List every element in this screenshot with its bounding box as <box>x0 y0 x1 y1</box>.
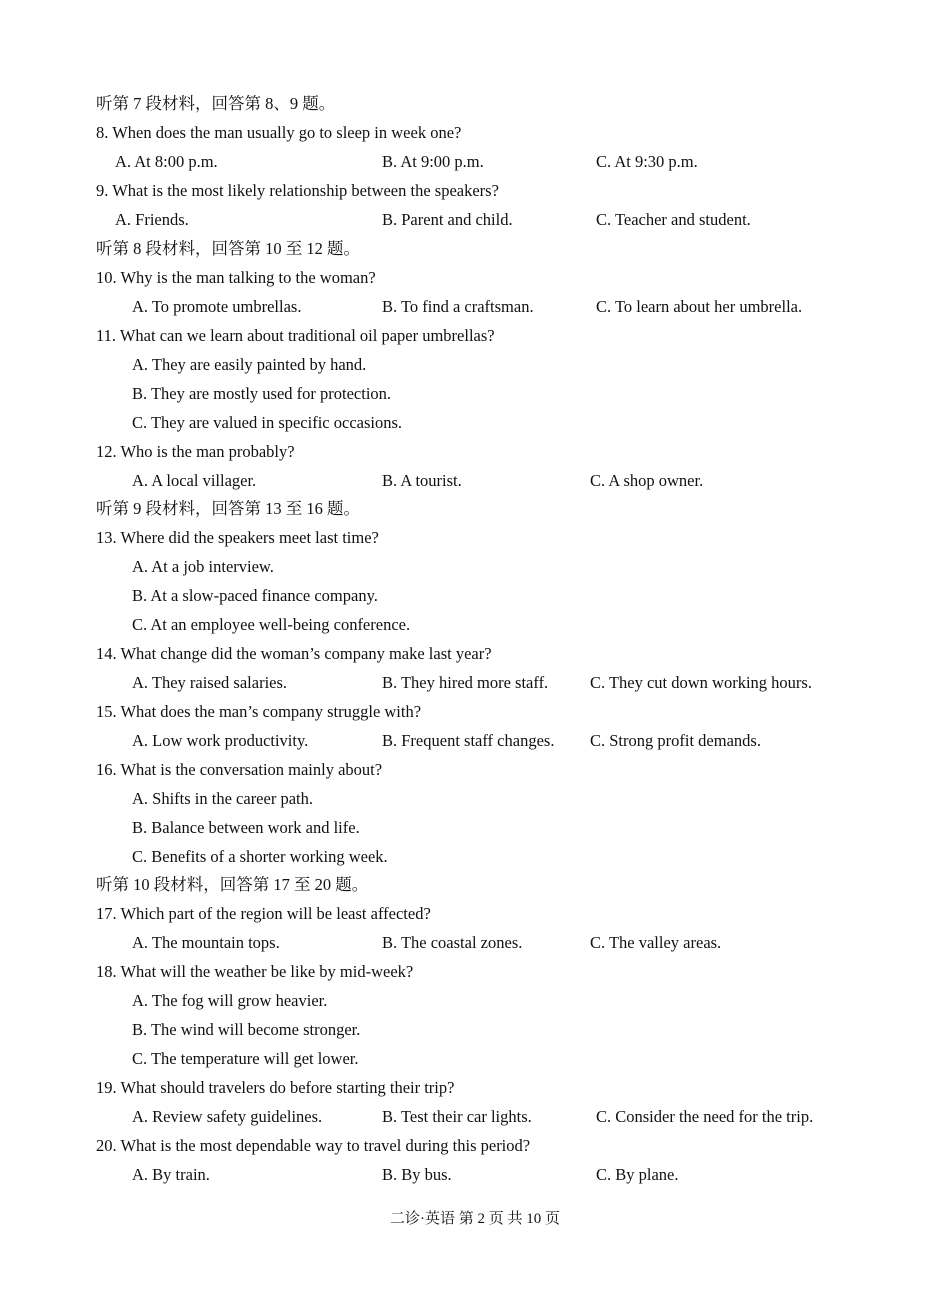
section-header-7: 听第 7 段材料，回答第 8、9 题。 <box>96 94 336 113</box>
option-c: C. At an employee well-being conference. <box>132 615 411 634</box>
option-b: B. At 9:00 p.m. <box>382 152 484 171</box>
question-17-stem: 17. Which part of the region will be least affected? <box>96 904 431 923</box>
option-c: C. Teacher and student. <box>596 210 751 229</box>
option-c: C. The temperature will get lower. <box>132 1049 359 1068</box>
section-header-8: 听第 8 段材料，回答第 10 至 12 题。 <box>96 239 360 258</box>
option-b: B. At a slow-paced finance company. <box>132 586 378 605</box>
option-c: C. Consider the need for the trip. <box>596 1107 814 1126</box>
option-c: C. A shop owner. <box>590 471 704 490</box>
question-11-stem: 11. What can we learn about traditional oil paper umbrellas? <box>96 326 495 345</box>
option-b: B. They hired more staff. <box>382 673 549 692</box>
option-a: A. Shifts in the career path. <box>132 789 313 808</box>
option-c: C. Strong profit demands. <box>590 731 761 750</box>
question-18-stem: 18. What will the weather be like by mid-week? <box>96 962 414 981</box>
option-a: A. They are easily painted by hand. <box>132 355 367 374</box>
option-c: C. They are valued in specific occasions. <box>132 413 403 432</box>
page-footer: 二诊·英语 第 2 页 共 10 页 <box>390 1211 560 1227</box>
option-a: A. At a job interview. <box>132 557 274 576</box>
option-a: A. The fog will grow heavier. <box>132 991 328 1010</box>
question-10-stem: 10. Why is the man talking to the woman? <box>96 268 376 287</box>
option-b: B. They are mostly used for protection. <box>132 384 392 403</box>
option-c: C. Benefits of a shorter working week. <box>132 847 388 866</box>
option-b: B. Balance between work and life. <box>132 818 360 837</box>
option-b: B. Frequent staff changes. <box>382 731 555 750</box>
option-c: C. At 9:30 p.m. <box>596 152 698 171</box>
question-12-stem: 12. Who is the man probably? <box>96 442 295 461</box>
option-a: A. The mountain tops. <box>132 933 280 952</box>
question-13-stem: 13. Where did the speakers meet last time? <box>96 528 379 547</box>
option-a: A. To promote umbrellas. <box>132 297 302 316</box>
option-b: B. To find a craftsman. <box>382 297 534 316</box>
section-header-9: 听第 9 段材料，回答第 13 至 16 题。 <box>96 499 360 518</box>
question-14-stem: 14. What change did the woman’s company make last year? <box>96 644 492 663</box>
question-19-stem: 19. What should travelers do before starting their trip? <box>96 1078 455 1097</box>
option-b: B. The wind will become stronger. <box>132 1020 361 1039</box>
option-a: A. Friends. <box>115 210 189 229</box>
option-a: A. They raised salaries. <box>132 673 288 692</box>
option-c: C. The valley areas. <box>590 933 722 952</box>
question-16-stem: 16. What is the conversation mainly about? <box>96 760 383 779</box>
option-c: C. They cut down working hours. <box>590 673 812 692</box>
option-b: B. A tourist. <box>382 471 462 490</box>
option-a: A. By train. <box>132 1165 210 1184</box>
option-a: A. Low work productivity. <box>132 731 309 750</box>
question-15-stem: 15. What does the man’s company struggle with? <box>96 702 422 721</box>
section-header-10: 听第 10 段材料，回答第 17 至 20 题。 <box>96 875 369 894</box>
option-b: B. The coastal zones. <box>382 933 523 952</box>
option-b: B. By bus. <box>382 1165 452 1184</box>
option-c: C. By plane. <box>596 1165 679 1184</box>
option-b: B. Test their car lights. <box>382 1107 532 1126</box>
option-a: A. Review safety guidelines. <box>132 1107 323 1126</box>
option-c: C. To learn about her umbrella. <box>596 297 803 316</box>
question-9-stem: 9. What is the most likely relationship between the speakers? <box>96 181 499 200</box>
question-20-stem: 20. What is the most dependable way to travel during this period? <box>96 1136 531 1155</box>
option-a: A. At 8:00 p.m. <box>115 152 218 171</box>
option-a: A. A local villager. <box>132 471 257 490</box>
question-8-stem: 8. When does the man usually go to sleep in week one? <box>96 123 462 142</box>
option-b: B. Parent and child. <box>382 210 513 229</box>
